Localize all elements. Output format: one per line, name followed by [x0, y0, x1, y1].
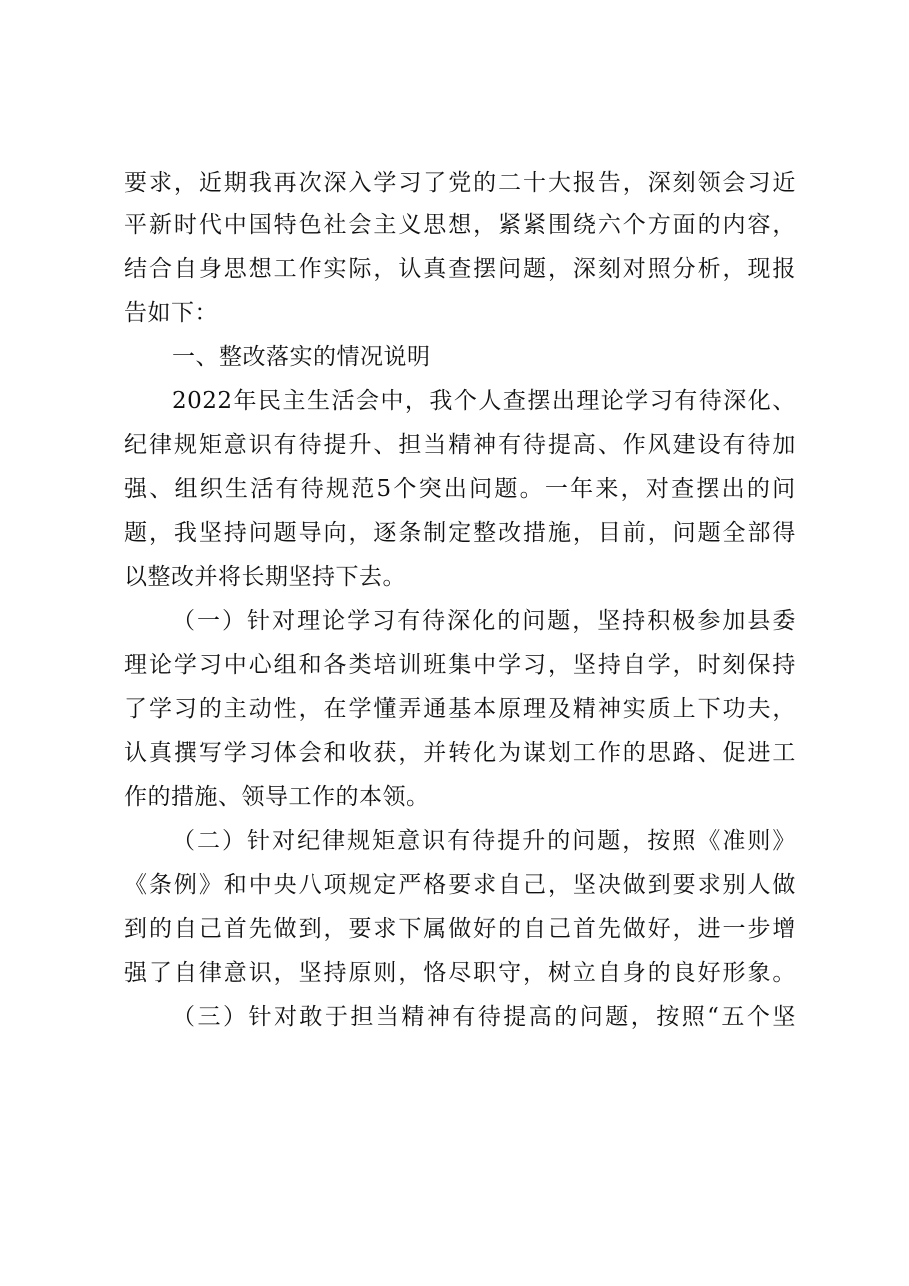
section-heading: 一 、 整 改 落 实 的 情 况 说 明: [172, 344, 431, 370]
text-line: 纪 律 规 矩 意 识 有 待 提 升 、 担 当 精 神 有 待 提 高 、 作 风 建 设 有 待 加: [124, 432, 796, 458]
text-line: 题 ， 我 坚 持 问 题 导 向 ， 逐 条 制 定 整 改 措 施 ， 目 前 ， 问 题 全 部 得: [124, 520, 796, 546]
text-line: 《 条 例 》 和 中 央 八 项 规 定 严 格 要 求 自 己 ， 坚 决 做 到 要 求 别 人 做: [124, 872, 796, 898]
text-line: （ 二 ） 针 对 纪 律 规 矩 意 识 有 待 提 升 的 问 题 ， 按 照 《 准 则 》: [172, 828, 796, 854]
text-line: 结 合 自 身 思 想 工 作 实 际 ， 认 真 查 摆 问 题 ， 深 刻 对 照 分 析 ， 现 报: [124, 256, 796, 282]
text-line: 平 新 时 代 中 国 特 色 社 会 主 义 思 想 ， 紧 紧 围 绕 六 个 方 面 的 内 容 ，: [124, 212, 796, 238]
text-line: 了 学 习 的 主 动 性 ， 在 学 懂 弄 通 基 本 原 理 及 精 神 实 质 上 下 功 夫 ，: [124, 696, 796, 722]
text-line: 要 求 ， 近 期 我 再 次 深 入 学 习 了 党 的 二 十 大 报 告 ， 深 刻 领 会 习 近: [124, 170, 796, 196]
text-line: 以 整 改 并 将 长 期 坚 持 下 去 。: [124, 564, 406, 590]
text-line: 2022 年 民 主 生 活 会 中 ， 我 个 人 查 摆 出 理 论 学 习 有 待 深 化 、: [172, 388, 796, 414]
text-line: （ 三 ） 针 对 敢 于 担 当 精 神 有 待 提 高 的 问 题 ， 按 照 “ 五 个 坚: [172, 1004, 796, 1030]
text-line: 强 了 自 律 意 识 ， 坚 持 原 则 ， 恪 尽 职 守 ， 树 立 自 身 的 良 好 形 象 。: [124, 960, 796, 986]
text-line: （ 一 ） 针 对 理 论 学 习 有 待 深 化 的 问 题 ， 坚 持 积 极 参 加 县 委: [172, 608, 796, 634]
text-line: 告 如 下 ：: [124, 300, 218, 326]
text-line: 强 、 组 织 生 活 有 待 规 范 5 个 突 出 问 题 。 一 年 来 ， 对 查 摆 出 的 问: [124, 476, 796, 502]
document-body: [124, 163, 796, 1039]
text-line: 理 论 学 习 中 心 组 和 各 类 培 训 班 集 中 学 习 ， 坚 持 自 学 ， 时 刻 保 持: [124, 652, 796, 678]
text-line: 作 的 措 施 、 领 导 工 作 的 本 领 。: [124, 784, 430, 810]
text-line: 认 真 撰 写 学 习 体 会 和 收 获 ， 并 转 化 为 谋 划 工 作 的 思 路 、 促 进 工: [124, 740, 796, 766]
text-line: 到 的 自 己 首 先 做 到 ， 要 求 下 属 做 好 的 自 己 首 先 做 好 ， 进 一 步 增: [124, 916, 796, 942]
